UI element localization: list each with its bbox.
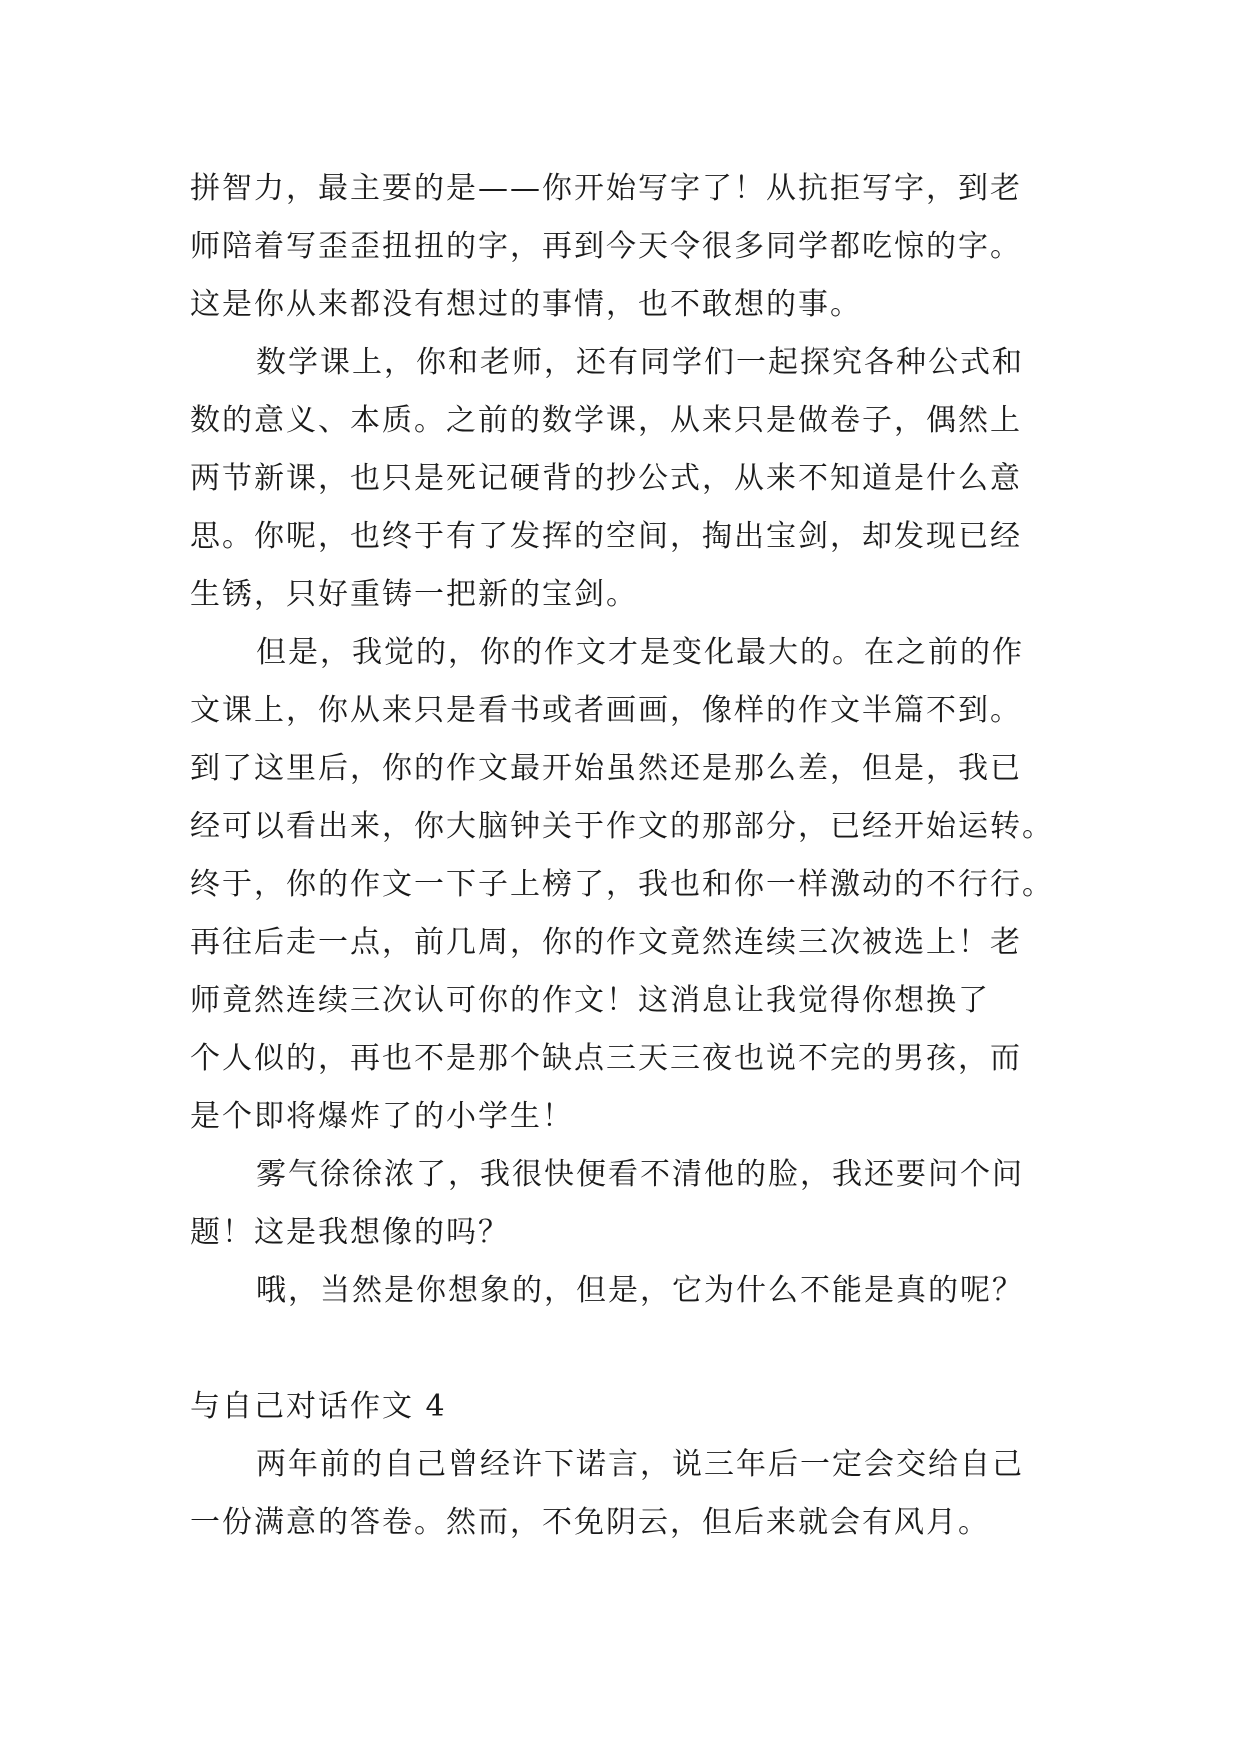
text-line: 数的意义、本质。之前的数学课，从来只是做卷子，偶然上: [190, 403, 1022, 438]
text-line: 个人似的，再也不是那个缺点三天三夜也说不完的男孩，而: [190, 1041, 1022, 1076]
paragraph-composition: [190, 624, 1070, 1146]
paragraph-writing: [190, 160, 1070, 334]
text-line: 一份满意的答卷。然而，不免阴云，但后来就会有风月。: [190, 1505, 990, 1540]
paragraph-promise: [190, 1436, 1070, 1552]
text-line: 思。你呢，也终于有了发挥的空间，掏出宝剑，却发现已经: [190, 519, 1022, 554]
text-line: 拼智力，最主要的是——你开始写字了！从抗拒写字，到老: [190, 171, 1022, 206]
text-line: 是个即将爆炸了的小学生！: [190, 1099, 574, 1134]
section-title: 与自己对话作文 4: [190, 1389, 447, 1424]
text-line: 生锈，只好重铸一把新的宝剑。: [190, 577, 638, 612]
text-line: 两节新课，也只是死记硬背的抄公式，从来不知道是什么意: [190, 461, 1022, 496]
text-line: 师竟然连续三次认可你的作文！这消息让我觉得你想换了: [190, 983, 990, 1018]
text-line: 两年前的自己曾经许下诺言，说三年后一定会交给自己: [256, 1447, 1024, 1482]
text-line: 经可以看出来，你大脑钟关于作文的那部分，已经开始运转。: [190, 809, 1054, 844]
text-line: 师陪着写歪歪扭扭的字，再到今天令很多同学都吃惊的字。: [190, 229, 1022, 264]
paragraph-answer: [190, 1262, 1070, 1320]
text-line: 再往后走一点，前几周，你的作文竟然连续三次被选上！老: [190, 925, 1022, 960]
section-gap: [190, 1320, 1070, 1378]
text-line: 终于，你的作文一下子上榜了，我也和你一样激动的不行行。: [190, 867, 1054, 902]
text-line: 到了这里后，你的作文最开始虽然还是那么差，但是，我已: [190, 751, 1022, 786]
text-line: 文课上，你从来只是看书或者画画，像样的作文半篇不到。: [190, 693, 1022, 728]
text-line: 数学课上，你和老师，还有同学们一起探究各种公式和: [256, 345, 1024, 380]
text-line: 题！这是我想像的吗？: [190, 1215, 510, 1250]
paragraph-fog: [190, 1146, 1070, 1262]
paragraph-math: [190, 334, 1070, 624]
text-line: 但是，我觉的，你的作文才是变化最大的。在之前的作: [256, 635, 1024, 670]
text-line: 雾气徐徐浓了，我很快便看不清他的脸，我还要问个问: [256, 1157, 1024, 1192]
text-line: 这是你从来都没有想过的事情，也不敢想的事。: [190, 287, 862, 322]
document-body: [190, 160, 1070, 1552]
text-line: 哦，当然是你想象的，但是，它为什么不能是真的呢？: [256, 1273, 1024, 1308]
